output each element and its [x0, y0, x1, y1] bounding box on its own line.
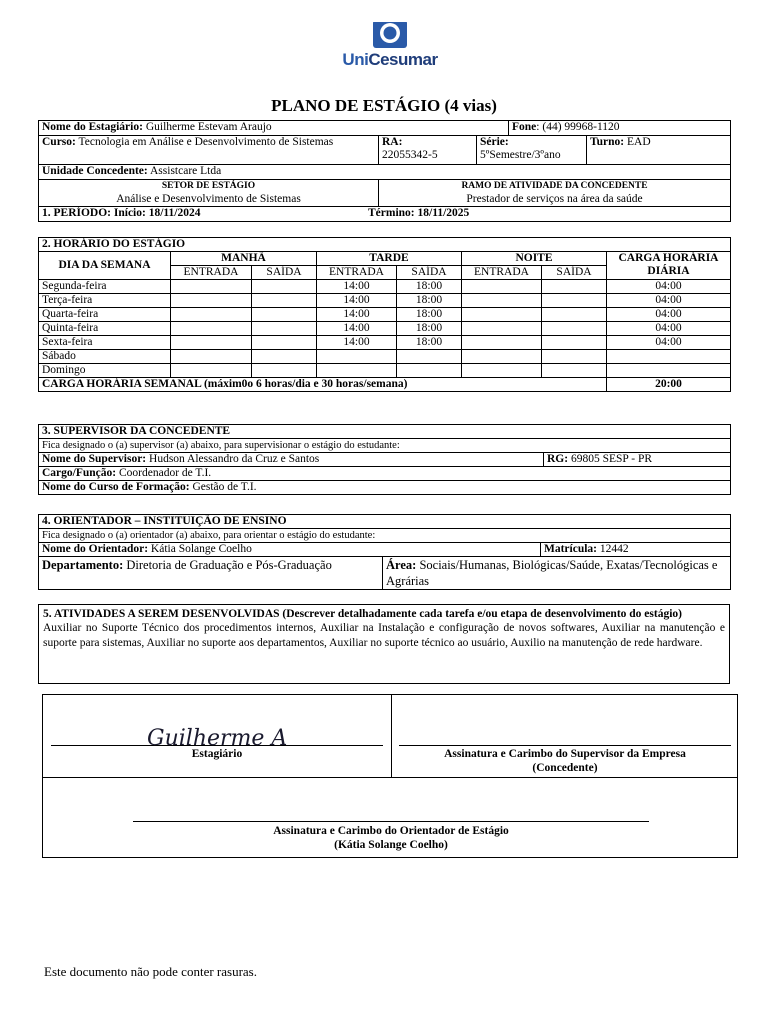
table-row-dia: Terça-feira — [39, 294, 171, 308]
logo-uni: Uni — [342, 50, 369, 69]
table-row-dia: Sábado — [39, 350, 171, 364]
supervisor-curso-cell: Nome do Curso de Formação: Gestão de T.I. — [39, 481, 731, 495]
turno: EAD — [626, 136, 651, 148]
table-row-dia: Quinta-feira — [39, 322, 171, 336]
carga-diaria: 04:00 — [607, 336, 731, 350]
orientador-title: 4. ORIENTADOR – INSTITUIÇÃO DE ENSINO — [39, 515, 731, 529]
carga-diaria: 04:00 — [607, 322, 731, 336]
nome-estagiario: Guilherme Estevam Araujo — [145, 121, 272, 133]
noite-saida-header: SAÍDA — [542, 266, 607, 280]
ramo-cell: RAMO DE ATIVIDADE DA CONCEDENTE Prestador de serviços na área da saúde — [379, 180, 731, 207]
info-table — [38, 120, 731, 222]
unidade-cell: Unidade Concedente: Assistcare Ltda — [39, 165, 731, 180]
orientador-depto-cell: Departamento: Diretoria de Graduação e Pós-Graduação — [39, 557, 383, 590]
serie-cell: Série: 5ºSemestre/3ºano — [477, 136, 587, 165]
manha-entrada-header: ENTRADA — [171, 266, 252, 280]
fone: : (44) 99968-1120 — [536, 121, 620, 133]
horario-title: 2. HORÁRIO DO ESTÁGIO — [39, 238, 731, 252]
footer-note: Este documento não pode conter rasuras. — [44, 964, 257, 979]
manha-header: MANHÃ — [171, 252, 317, 266]
tarde-entrada: 14:00 — [317, 280, 397, 294]
curso-cell: Curso: Tecnologia em Análise e Desenvolvimento de Sistemas — [39, 136, 379, 165]
carga-diaria: 04:00 — [607, 308, 731, 322]
tarde-saida-header: SAÍDA — [397, 266, 462, 280]
supervisor-sign-label: Assinatura e Carimbo do Supervisor da Empresa (Concedente) — [444, 748, 686, 774]
nome-estagiario-cell: Nome do Estagiário: Guilherme Estevam Araujo — [39, 121, 509, 136]
supervisor-nome: Hudson Alessandro da Cruz e Santos — [149, 453, 320, 465]
supervisor-curso: Gestão de T.I. — [192, 481, 257, 493]
supervisor-rg-cell: RG: 69805 SESP - PR — [544, 453, 731, 467]
orientador-area: Sociais/Humanas, Biológicas/Saúde, Exatas/Tecnológicas e Agrárias — [386, 558, 718, 588]
carga-diaria: 04:00 — [607, 280, 731, 294]
supervisor-intro: Fica designado o (a) supervisor (a) abaixo, para supervisionar o estágio do estudante: — [39, 439, 731, 453]
unidade: Assistcare Ltda — [150, 165, 222, 177]
curso: Tecnologia em Análise e Desenvolvimento de Sistemas — [78, 136, 334, 148]
table-row-dia: Segunda-feira — [39, 280, 171, 294]
supervisor-table — [38, 424, 731, 495]
supervisor-nome-cell: Nome do Supervisor: Hudson Alessandro da Cruz e Santos — [39, 453, 544, 467]
table-row-dia: Domingo — [39, 364, 171, 378]
table-row-dia: Quarta-feira — [39, 308, 171, 322]
noite-header: NOITE — [462, 252, 607, 266]
setor: Análise e Desenvolvimento de Sistemas — [116, 193, 301, 205]
table-row-dia: Sexta-feira — [39, 336, 171, 350]
orientador-sign-label: Assinatura e Carimbo do Orientador de Estágio (Kátia Solange Coelho) — [273, 825, 509, 851]
horario-table — [38, 237, 731, 392]
tarde-header: TARDE — [317, 252, 462, 266]
atividades-text: Auxiliar no Suporte Técnico dos procedimentos internos, Auxiliar na Instalação e configuração de novos softwares, Auxiliar na manutenção e suporte para sistemas, Auxiliar no suporte aos departamentos, Auxiliar no suporte técnico ao usuário, Auxilio na manutenção de rede hardware. — [43, 622, 725, 649]
dia-header: DIA DA SEMANA — [39, 252, 171, 280]
tarde-saida: 18:00 — [397, 280, 462, 294]
periodo-inicio: 1. PERÍODO: Início: 18/11/2024 — [42, 207, 201, 219]
carga-diaria: 04:00 — [607, 294, 731, 308]
orientador-intro: Fica designado o (a) orientador (a) abaixo, para orientar o estágio do estudante: — [39, 529, 731, 543]
supervisor-title: 3. SUPERVISOR DA CONCEDENTE — [39, 425, 731, 439]
tarde-saida: 18:00 — [397, 294, 462, 308]
carga-semanal-label: CARGA HORÁRIA SEMANAL (máxim0o 6 horas/dia e 30 horas/semana) — [39, 378, 607, 392]
tarde-saida: 18:00 — [397, 322, 462, 336]
tarde-entrada: 14:00 — [317, 336, 397, 350]
svg-text:Guilherme A: Guilherme A — [147, 726, 288, 751]
page-title: PLANO DE ESTÁGIO (4 vias) — [271, 96, 497, 115]
tarde-entrada: 14:00 — [317, 294, 397, 308]
atividades-title: 5. ATIVIDADES A SEREM DESENVOLVIDAS (Descrever detalhadamente cada tarefa e/ou etapa de desenvolvimento do estágio) — [43, 608, 682, 620]
orientador-nome-cell: Nome do Orientador: Kátia Solange Coelho — [39, 543, 541, 557]
tarde-entrada: 14:00 — [317, 322, 397, 336]
tarde-saida: 18:00 — [397, 336, 462, 350]
tarde-entrada: 14:00 — [317, 308, 397, 322]
tarde-entrada-header: ENTRADA — [317, 266, 397, 280]
supervisor-rg: 69805 SESP - PR — [570, 453, 653, 465]
periodo-cell — [39, 207, 731, 222]
supervisor-cargo: Coordenador de T.I. — [118, 467, 212, 479]
orientador-nome: Kátia Solange Coelho — [150, 543, 252, 555]
atividades-box — [38, 604, 730, 684]
orientador-depto: Diretoria de Graduação e Pós-Graduação — [126, 558, 332, 572]
noite-entrada-header: ENTRADA — [462, 266, 542, 280]
supervisor-cargo-cell: Cargo/Função: Coordenador de T.I. — [39, 467, 731, 481]
tarde-saida: 18:00 — [397, 308, 462, 322]
carga-header: CARGA HORÁRIA DIÁRIA — [607, 252, 731, 280]
unicesumar-logo — [335, 14, 445, 72]
logo-emblem-icon — [335, 14, 445, 54]
setor-cell: SETOR DE ESTÁGIO Análise e Desenvolvimento de Sistemas — [39, 180, 379, 207]
orientador-matricula-cell: Matrícula: 12442 — [541, 543, 731, 557]
orientador-area-cell: Área: Sociais/Humanas, Biológicas/Saúde, Exatas/Tecnológicas e Agrárias — [383, 557, 731, 590]
ra-cell: RA: 22055342-5 — [379, 136, 477, 165]
signature-box — [42, 694, 738, 858]
logo-cesumar: Cesumar — [368, 50, 438, 69]
periodo-termino: Término: 18/11/2025 — [368, 207, 470, 219]
manha-saida-header: SAÍDA — [252, 266, 317, 280]
turno-cell: Turno: EAD — [587, 136, 731, 165]
orientador-matricula: 12442 — [599, 543, 629, 555]
carga-semanal: 20:00 — [607, 378, 731, 392]
ra: 22055342-5 — [382, 149, 438, 161]
orientador-table — [38, 514, 731, 590]
fone-cell: Fone: (44) 99968-1120 — [509, 121, 731, 136]
ramo: Prestador de serviços na área da saúde — [466, 193, 643, 205]
serie: 5ºSemestre/3ºano — [480, 149, 561, 161]
estagiario-label: Estagiário — [191, 748, 243, 760]
